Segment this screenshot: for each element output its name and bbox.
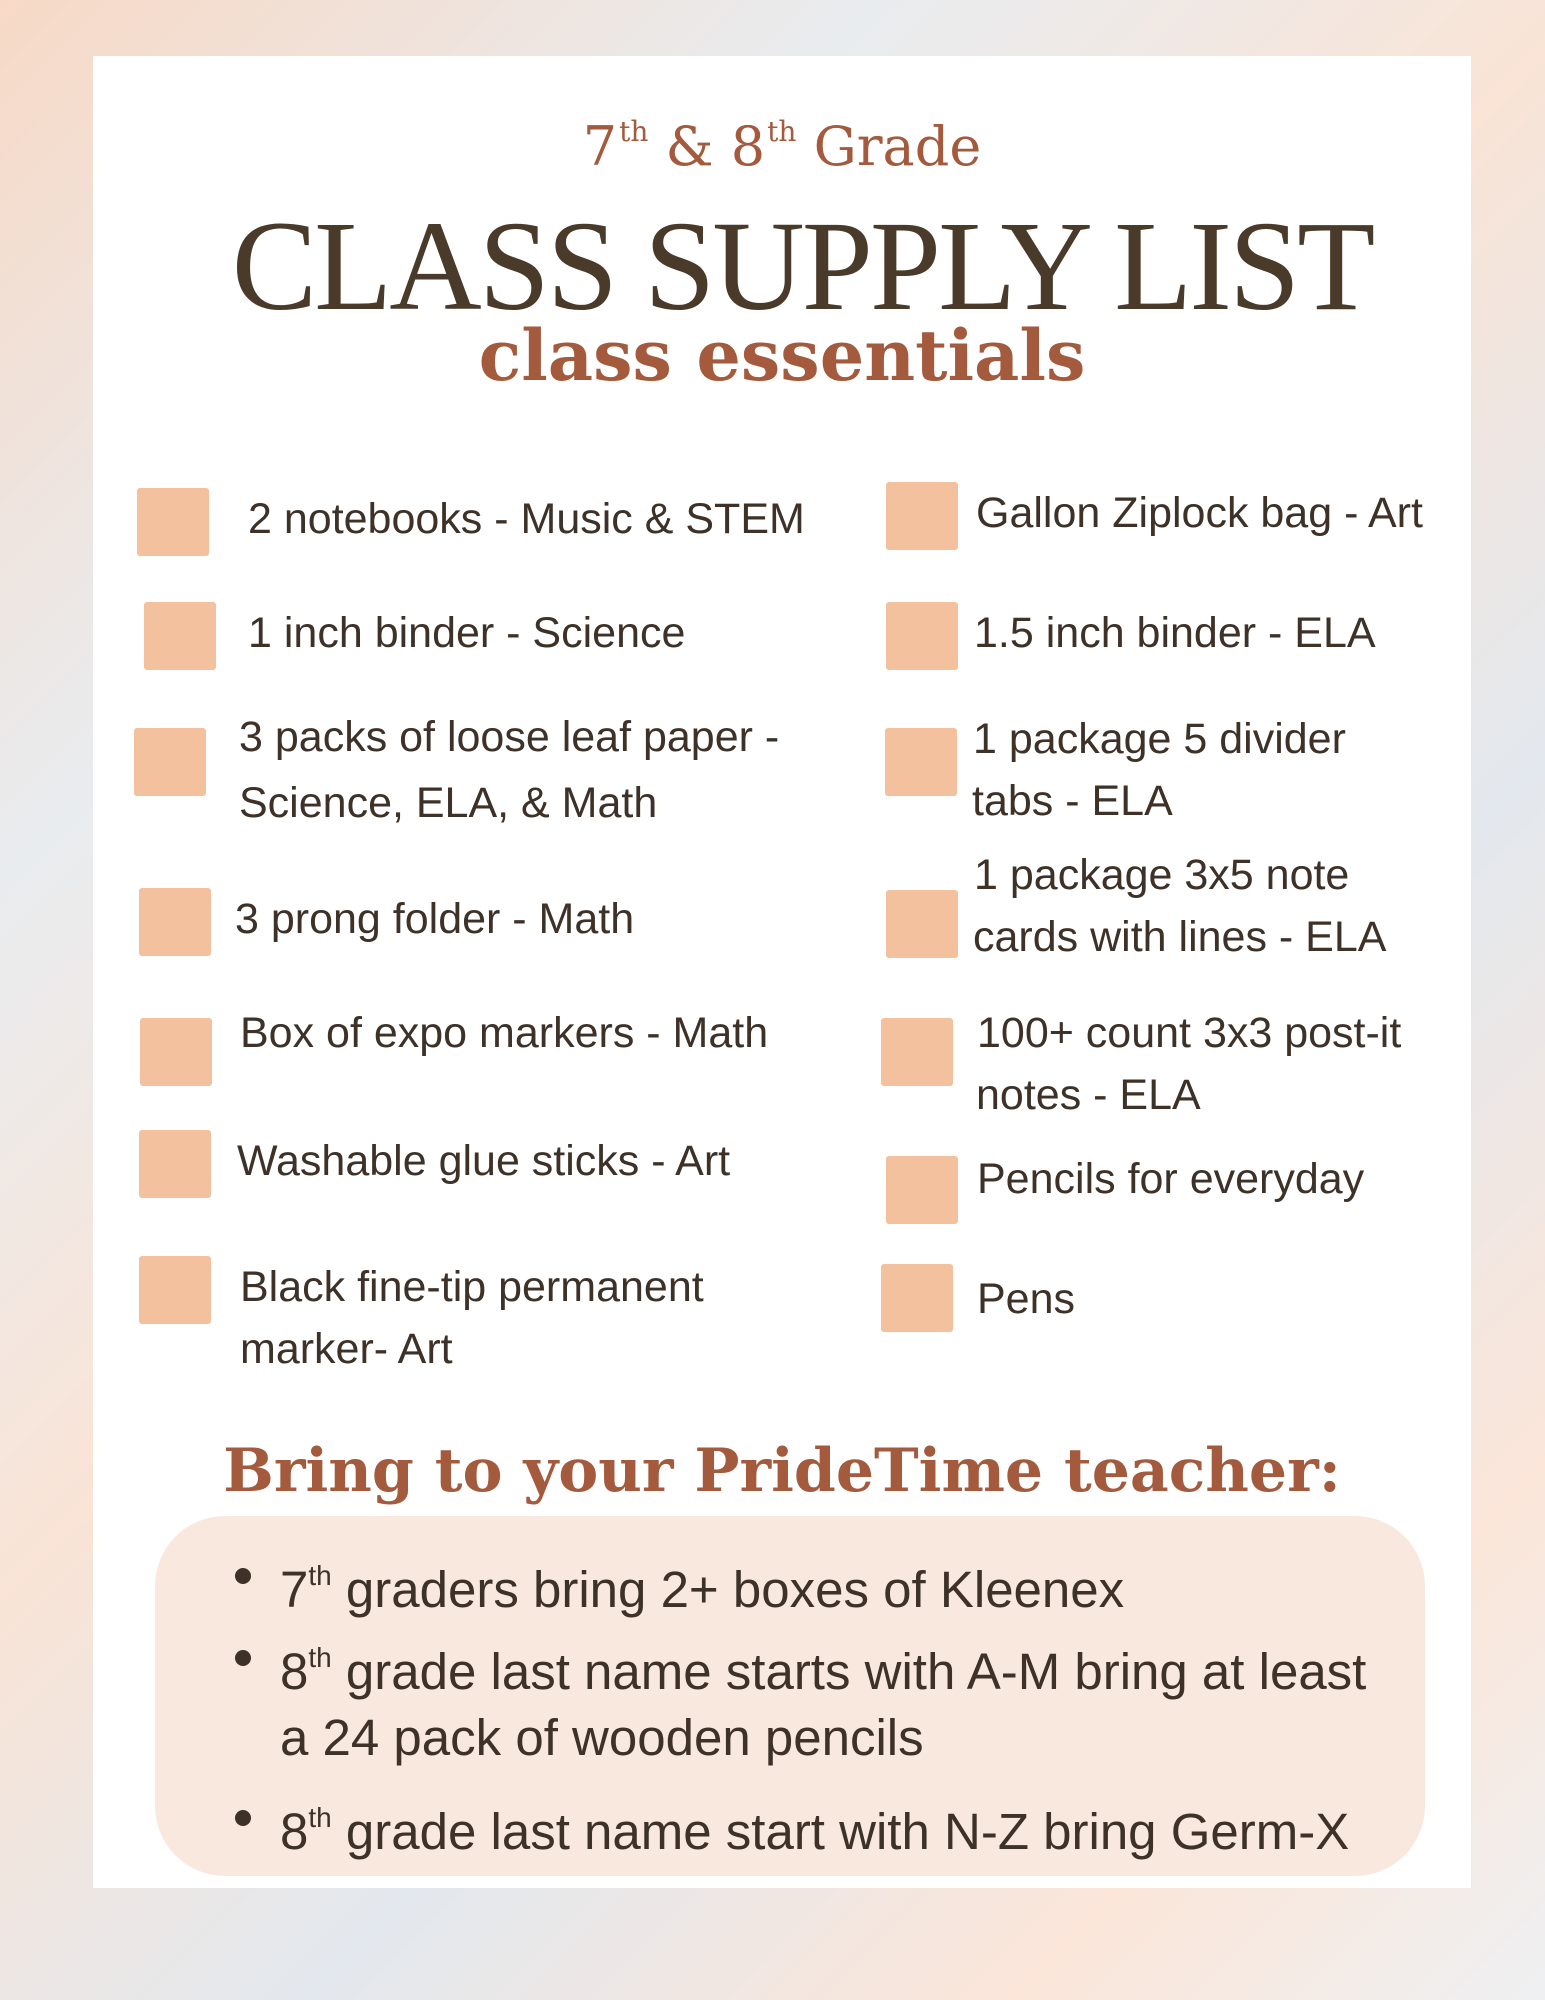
supply-label: 100+ count 3x3 post-it xyxy=(977,1009,1402,1057)
checkbox-icon[interactable] xyxy=(886,890,958,958)
checkbox-icon[interactable] xyxy=(139,1130,211,1198)
supply-label: notes - ELA xyxy=(976,1071,1201,1119)
checkbox-icon[interactable] xyxy=(881,1264,953,1332)
supply-label: 1 package 3x5 note xyxy=(974,851,1350,899)
supply-label: Pencils for everyday xyxy=(977,1155,1365,1203)
checkbox-icon[interactable] xyxy=(139,1256,211,1324)
supply-list-card xyxy=(93,56,1471,1888)
checkbox-icon[interactable] xyxy=(139,888,211,956)
checkbox-icon[interactable] xyxy=(886,1156,958,1224)
supply-label: Gallon Ziplock bag - Art xyxy=(976,489,1423,537)
checkbox-icon[interactable] xyxy=(140,1018,212,1086)
supply-label: 1 inch binder - Science xyxy=(248,609,686,657)
checkbox-icon[interactable] xyxy=(885,728,957,796)
supply-label: Black fine-tip permanent xyxy=(240,1263,704,1311)
pridetime-heading: Bring to your PrideTime teacher: xyxy=(223,1436,1341,1506)
checkbox-icon[interactable] xyxy=(134,728,206,796)
supply-label: Box of expo markers - Math xyxy=(240,1009,769,1057)
checkbox-icon[interactable] xyxy=(886,602,958,670)
supply-label: 3 packs of loose leaf paper - xyxy=(239,713,780,761)
supply-label: 1.5 inch binder - ELA xyxy=(974,609,1376,657)
page-title: CLASS SUPPLY LIST xyxy=(231,195,1373,337)
supply-label: Science, ELA, & Math xyxy=(239,779,658,827)
bullet-icon xyxy=(235,1568,251,1584)
supply-label: marker- Art xyxy=(240,1325,453,1373)
bullet-icon xyxy=(235,1810,251,1826)
supply-label: Washable glue sticks - Art xyxy=(237,1137,731,1185)
bullet-icon xyxy=(235,1650,251,1666)
pridetime-panel: 7th graders bring 2+ boxes of Kleenex 8th grade last name starts with A-M bring at least a 24 pack of wooden pencils 8th grade last name start with N-Z bring Germ-X xyxy=(155,1516,1425,1876)
supply-label: tabs - ELA xyxy=(972,777,1173,825)
grade-heading: 7th & 8th Grade xyxy=(582,115,982,178)
checkbox-icon[interactable] xyxy=(886,482,958,550)
page-subtitle: class essentials xyxy=(478,314,1086,397)
supply-label: 3 prong folder - Math xyxy=(235,895,635,943)
checkbox-icon[interactable] xyxy=(137,488,209,556)
supply-label: 1 package 5 divider xyxy=(973,715,1346,763)
supply-label: cards with lines - ELA xyxy=(973,913,1387,961)
supply-label: Pens xyxy=(977,1275,1076,1323)
supply-label: 2 notebooks - Music & STEM xyxy=(248,495,805,543)
checkbox-icon[interactable] xyxy=(144,602,216,670)
checkbox-icon[interactable] xyxy=(881,1018,953,1086)
